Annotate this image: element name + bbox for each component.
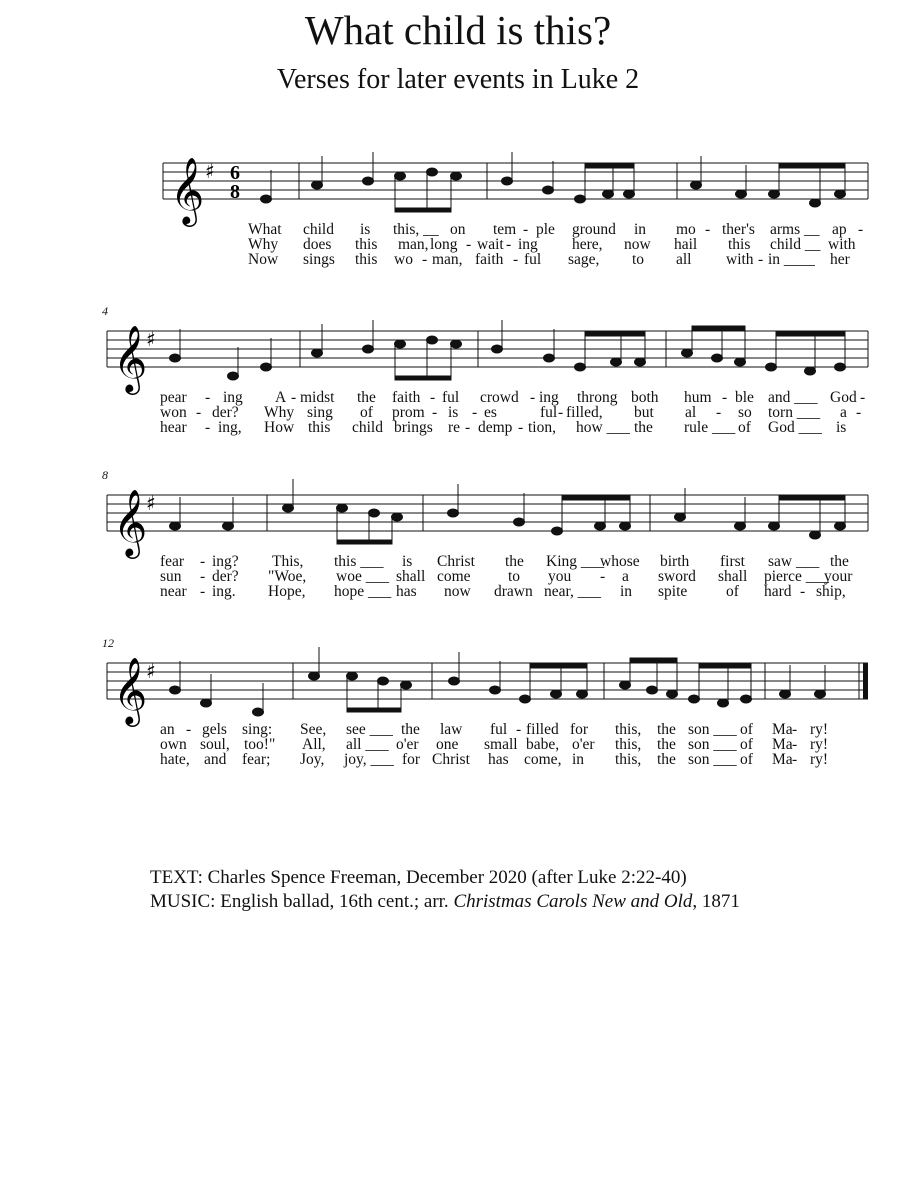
lyric-syllable: All, (302, 736, 326, 753)
lyric-syllable: - (792, 721, 798, 738)
lyric-syllable: in (620, 583, 633, 600)
lyric-syllable: own (160, 736, 187, 753)
lyric-syllable: King ___ (546, 553, 605, 570)
lyric-syllable: soul, (200, 736, 230, 753)
lyric-syllable: sing (307, 404, 333, 421)
lyric-syllable: hope ___ (334, 583, 392, 600)
lyric-syllable: drawn (494, 583, 533, 600)
lyric-syllable: for (402, 751, 421, 768)
lyric-syllable: has (488, 751, 509, 768)
lyric-syllable: - (466, 236, 472, 253)
lyric-syllable: hear (160, 419, 187, 436)
lyric-syllable: Why (248, 236, 279, 253)
lyric-syllable: this (355, 251, 378, 268)
lyric-syllable: This, (272, 553, 304, 570)
lyric-syllable: - (513, 251, 519, 268)
lyric-syllable: on (450, 221, 466, 238)
lyric-syllable: filled, (566, 404, 603, 421)
sharp-icon: ♯ (146, 659, 156, 683)
lyric-syllable: sun (160, 568, 182, 585)
lyric-syllable: - (200, 568, 206, 585)
lyric-syllable: wait (477, 236, 504, 253)
lyric-syllable: - (422, 251, 428, 268)
lyric-syllable: the (830, 553, 849, 570)
lyric-syllable: this (308, 419, 331, 436)
staff-3 (0, 472, 916, 556)
lyric-syllable: ship, (816, 583, 846, 600)
lyric-syllable: o'er (572, 736, 595, 753)
lyric-syllable: too!" (244, 736, 276, 753)
measure-number: 12 (102, 636, 114, 650)
lyric-syllable: Ma (772, 736, 793, 753)
lyric-syllable: sword (658, 568, 696, 585)
lyric-syllable: with (828, 236, 856, 253)
lyric-syllable: - (858, 221, 864, 238)
lyric-syllable: of (740, 751, 753, 768)
lyric-syllable: son ___ (688, 721, 737, 738)
lyric-syllable: ing? (212, 553, 239, 570)
lyric-syllable: - (600, 568, 606, 585)
lyric-syllable: spite (658, 583, 688, 600)
lyric-syllable: prom (392, 404, 425, 421)
staff-1 (0, 140, 916, 224)
lyric-syllable: does (303, 236, 332, 253)
lyric-syllable: near, ___ (544, 583, 602, 600)
lyric-syllable: child (352, 419, 383, 436)
lyric-syllable: law (440, 721, 463, 738)
lyric-syllable: - (465, 419, 471, 436)
lyric-syllable: both (631, 389, 659, 406)
lyric-syllable: Christ (432, 751, 470, 768)
lyric-syllable: torn ___ (768, 404, 821, 421)
lyric-syllable: hate, (160, 751, 190, 768)
lyric-syllable: is (402, 553, 413, 570)
lyric-syllable: to (508, 568, 521, 585)
lyric-syllable: Why (264, 404, 295, 421)
music-system-1 (0, 140, 916, 280)
lyric-syllable: filled (526, 721, 559, 738)
music-credit-source: Christmas Carols New and Old (453, 891, 693, 912)
text-credit: TEXT: Charles Spence Freeman, December 2020 (after Luke 2:22-40) (150, 867, 687, 888)
lyric-syllable: this ___ (334, 553, 384, 570)
lyric-syllable: is (448, 404, 459, 421)
lyric-syllable: the (357, 389, 376, 406)
lyric-syllable: sage, (568, 251, 600, 268)
lyric-syllable: See, (300, 721, 327, 738)
lyric-syllable: now (444, 583, 471, 600)
lyric-syllable: hum (684, 389, 712, 406)
lyric-syllable: - (205, 389, 211, 406)
lyric-syllable: ing. (212, 583, 236, 600)
treble-clef-icon: 𝄞 (113, 324, 148, 392)
notes-system-2 (170, 320, 846, 380)
lyric-syllable: faith (392, 389, 421, 406)
lyric-syllable: won (160, 404, 187, 421)
lyric-syllable: all (676, 251, 692, 268)
lyric-syllable: ple (536, 221, 555, 238)
treble-clef-icon: 𝄞 (113, 488, 148, 556)
lyric-syllable: come (437, 568, 471, 585)
lyric-syllable: an (160, 721, 175, 738)
lyric-syllable: of (726, 583, 739, 600)
lyric-syllable: and ___ (768, 389, 818, 406)
lyric-syllable: God ___ (768, 419, 822, 436)
lyric-syllable: throng (577, 389, 618, 406)
music-credit-prefix: MUSIC: English ballad, 16th cent.; arr. (150, 891, 454, 912)
measure-number: 8 (102, 468, 108, 482)
lyric-syllable: is (836, 419, 847, 436)
sharp-icon: ♯ (146, 491, 156, 515)
lyric-syllable: - (200, 583, 206, 600)
lyric-syllable: wo (394, 251, 413, 268)
lyric-syllable: child __ (770, 236, 821, 253)
lyric-syllable: ing, (218, 419, 242, 436)
hymn-title: What child is this? (304, 7, 612, 53)
lyric-syllable: the (657, 721, 676, 738)
credits (150, 866, 740, 914)
lyric-syllable: son ___ (688, 736, 737, 753)
lyric-syllable: this (728, 236, 751, 253)
lyric-syllable: see ___ (346, 721, 393, 738)
time-sig-denominator: 8 (230, 181, 240, 203)
lyric-syllable: re (448, 419, 461, 436)
lyric-syllable: - (516, 721, 522, 738)
lyric-syllable: hard (764, 583, 792, 600)
lyric-syllable: the (634, 419, 653, 436)
lyric-syllable: ing (539, 389, 559, 406)
lyric-syllable: this, (615, 721, 642, 738)
final-barline (863, 663, 868, 699)
lyric-syllable: long (430, 236, 458, 253)
lyric-syllable: Ma (772, 721, 793, 738)
lyric-syllable: your (824, 568, 853, 585)
lyric-syllable: faith (475, 251, 504, 268)
lyric-syllable: babe, (526, 736, 560, 753)
lyric-syllable: the (401, 721, 420, 738)
lyric-syllable: fear; (242, 751, 271, 768)
music-credit-year: , 1871 (692, 891, 740, 912)
lyric-syllable: - (800, 583, 806, 600)
lyric-syllable: sings (303, 251, 335, 268)
lyric-syllable: in (572, 751, 585, 768)
notes-system-3 (170, 479, 846, 544)
lyric-syllable: all ___ (346, 736, 389, 753)
lyric-syllable: in (634, 221, 647, 238)
lyric-syllable: a (622, 568, 629, 585)
lyric-syllable: the (657, 751, 676, 768)
lyric-syllable: first (720, 553, 745, 570)
time-sig-numerator: 6 (230, 162, 240, 184)
lyric-syllable: pierce ___ (764, 568, 829, 585)
lyric-syllable: - (523, 221, 529, 238)
lyric-syllable: of (360, 404, 373, 421)
lyric-syllable: with (726, 251, 754, 268)
lyric-syllable: the (505, 553, 524, 570)
lyric-syllable: Hope, (268, 583, 306, 600)
lyric-syllable: fear (160, 553, 185, 570)
lyric-syllable: ful (524, 251, 542, 268)
lyric-syllable: tion, (528, 419, 556, 436)
lyric-syllable: Joy, (300, 751, 325, 768)
lyric-syllable: al (685, 404, 697, 421)
lyric-syllable: midst (300, 389, 335, 406)
lyric-syllable: and (204, 751, 227, 768)
lyric-syllable: one (436, 736, 459, 753)
lyric-syllable: ful (490, 721, 508, 738)
music-system-3 (0, 468, 916, 612)
treble-clef-icon: 𝄞 (170, 156, 205, 224)
lyric-syllable: o'er (396, 736, 419, 753)
lyric-syllable: here, (572, 236, 603, 253)
lyric-syllable: God (830, 389, 857, 406)
lyric-syllable: - (430, 389, 436, 406)
lyric-syllable: how ___ (576, 419, 630, 436)
lyric-syllable: in ____ (768, 251, 815, 268)
lyric-syllable: this, (615, 736, 642, 753)
lyric-syllable: - (518, 419, 524, 436)
lyric-syllable: - (792, 751, 798, 768)
lyric-syllable: whose (600, 553, 640, 570)
lyric-syllable: - (860, 389, 866, 406)
lyric-syllable: crowd (480, 389, 519, 406)
music-credit (150, 890, 740, 914)
lyric-syllable: of (740, 736, 753, 753)
lyric-syllable: ap (832, 221, 847, 238)
lyric-syllable: mo (676, 221, 696, 238)
lyric-syllable: woe ___ (336, 568, 389, 585)
lyric-syllable: Now (248, 251, 279, 268)
lyric-syllable: but (634, 404, 654, 421)
lyric-syllable: you (548, 568, 572, 585)
lyric-syllable: man, (432, 251, 463, 268)
lyric-syllable: - (716, 404, 722, 421)
lyric-syllable: brings (394, 419, 433, 436)
lyric-syllable: the (657, 736, 676, 753)
measure-number: 4 (102, 304, 108, 318)
lyric-syllable: so (738, 404, 752, 421)
lyric-syllable: - (856, 404, 862, 421)
lyric-syllable: this, __ (393, 221, 439, 238)
lyric-syllable: is (360, 221, 371, 238)
lyric-syllable: - (196, 404, 202, 421)
lyric-syllable: hail (674, 236, 698, 253)
lyric-syllable: ry! (810, 721, 829, 738)
lyric-syllable: ry! (810, 736, 829, 753)
lyric-syllable: Ma (772, 751, 793, 768)
lyric-syllable: der? (212, 404, 239, 421)
lyric-syllable: her (830, 251, 850, 268)
lyric-syllable: - (205, 419, 211, 436)
lyric-syllable: of (740, 721, 753, 738)
lyric-syllable: es (484, 404, 497, 421)
lyric-syllable: demp (478, 419, 513, 436)
lyric-syllable: - (506, 236, 512, 253)
lyric-syllable: man, (398, 236, 429, 253)
lyric-syllable: ry! (810, 751, 829, 768)
lyric-syllable: of (738, 419, 751, 436)
lyric-syllable: - (472, 404, 478, 421)
lyric-syllable: der? (212, 568, 239, 585)
lyric-syllable: pear (160, 389, 187, 406)
lyric-syllable: - (558, 404, 564, 421)
lyric-syllable: How (264, 419, 295, 436)
lyric-syllable: - (722, 389, 728, 406)
lyric-syllable: ble (735, 389, 754, 406)
lyric-syllable: now (624, 236, 651, 253)
lyric-syllable: joy, ___ (344, 751, 394, 768)
lyric-syllable: shall (396, 568, 426, 585)
lyric-syllable: ing (518, 236, 538, 253)
lyric-syllable: this (355, 236, 378, 253)
lyric-syllable: saw ___ (768, 553, 820, 570)
lyric-syllable: ther's (722, 221, 755, 238)
lyric-syllable: - (792, 736, 798, 753)
lyric-syllable: ful (442, 389, 460, 406)
lyric-syllable: What (248, 221, 282, 238)
lyric-syllable: come, (524, 751, 562, 768)
lyric-syllable: "Woe, (268, 568, 307, 585)
music-system-2 (0, 304, 916, 448)
lyric-syllable: - (432, 404, 438, 421)
sharp-icon: ♯ (205, 159, 215, 183)
notes-system-1 (261, 152, 846, 212)
lyric-syllable: small (484, 736, 518, 753)
lyric-syllable: rule ___ (684, 419, 736, 436)
lyric-syllable: near (160, 583, 187, 600)
hymn-subtitle: Verses for later events in Luke 2 (276, 64, 640, 95)
music-system-4 (0, 636, 916, 780)
lyric-syllable: ground (572, 221, 616, 238)
lyric-syllable: A (275, 389, 287, 406)
lyric-syllable: child (303, 221, 334, 238)
lyric-syllable: arms __ (770, 221, 820, 238)
staff-2 (0, 308, 916, 392)
sharp-icon: ♯ (146, 327, 156, 351)
lyric-syllable: shall (718, 568, 748, 585)
lyric-syllable: - (705, 221, 711, 238)
lyric-syllable: ing (223, 389, 243, 406)
lyric-syllable: - (186, 721, 192, 738)
treble-clef-icon: 𝄞 (113, 656, 148, 724)
lyric-syllable: tem (493, 221, 517, 238)
lyric-syllable: - (758, 251, 764, 268)
lyric-syllable: sing: (242, 721, 273, 738)
lyric-syllable: to (632, 251, 645, 268)
lyric-syllable: has (396, 583, 417, 600)
lyric-syllable: Christ (437, 553, 475, 570)
lyric-syllable: ful (540, 404, 558, 421)
lyric-syllable: - (530, 389, 536, 406)
lyric-syllable: - (200, 553, 206, 570)
lyric-syllable: for (570, 721, 589, 738)
staff-4 (0, 640, 916, 724)
lyric-syllable: birth (660, 553, 690, 570)
lyric-syllable: gels (202, 721, 227, 738)
lyric-syllable: son ___ (688, 751, 737, 768)
lyric-syllable: a (840, 404, 847, 421)
lyric-syllable: this, (615, 751, 642, 768)
lyric-syllable: - (291, 389, 297, 406)
